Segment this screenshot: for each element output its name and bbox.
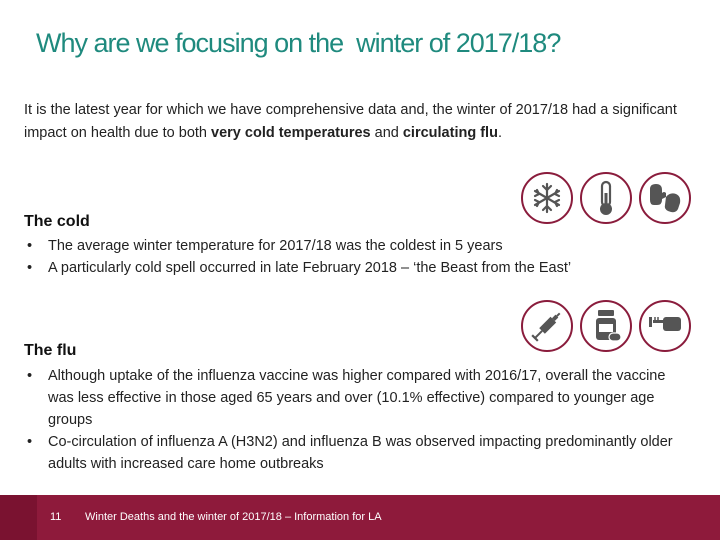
bullet-marker: • (27, 434, 33, 450)
flu-heading: The flu (24, 342, 77, 359)
intro-text: . (497, 125, 502, 141)
cold-bullet-list (24, 235, 684, 279)
footer-text: Winter Deaths and the winter of 2017/18 – Information for LA (85, 511, 382, 523)
bullet-marker: • (27, 368, 33, 384)
bullet-marker: • (27, 260, 33, 276)
page-title: Why are we focusing on the winter of 2017/18? (36, 28, 561, 58)
list-item (24, 235, 684, 257)
bullet-text: Co-circulation of influenza A (H3N2) and influenza B was observed impacting predominantly older adults with increased care home outbreaks (48, 434, 673, 472)
snowflake-icon (521, 172, 573, 224)
intro-text: and (370, 125, 403, 141)
bullet-marker: • (27, 238, 33, 254)
bullet-text: The average winter temperature for 2017/18 was the coldest in 5 years (48, 238, 503, 254)
thermometer-digital-icon (639, 300, 691, 352)
intro-paragraph (24, 99, 684, 145)
intro-text: It is the latest year for which we have comprehensive data and, the winter of 2017/18 had a significant impact on health due to both (24, 102, 677, 141)
intro-emphasis-cold: very cold temperatures (211, 125, 371, 141)
flu-icon-row (521, 300, 691, 352)
list-item (24, 257, 684, 279)
mittens-icon (639, 172, 691, 224)
cold-icon-row (521, 172, 691, 224)
medicine-bottle-icon (580, 300, 632, 352)
syringe-icon (521, 300, 573, 352)
cold-heading: The cold (24, 213, 90, 230)
flu-bullet-list (24, 365, 684, 475)
thermometer-icon (580, 172, 632, 224)
page-number: 11 (50, 511, 62, 523)
bullet-text: A particularly cold spell occurred in late February 2018 – ‘the Beast from the East’ (48, 260, 572, 276)
footer-bar (0, 495, 720, 540)
bullet-text: Although uptake of the influenza vaccine was higher compared with 2016/17, overall the vaccine was less effective in those aged 65 years and over (10.1% effective) compared to younger age groups (48, 368, 666, 428)
intro-emphasis-flu: circulating flu (402, 125, 498, 141)
list-item (24, 431, 684, 475)
list-item (24, 365, 684, 431)
